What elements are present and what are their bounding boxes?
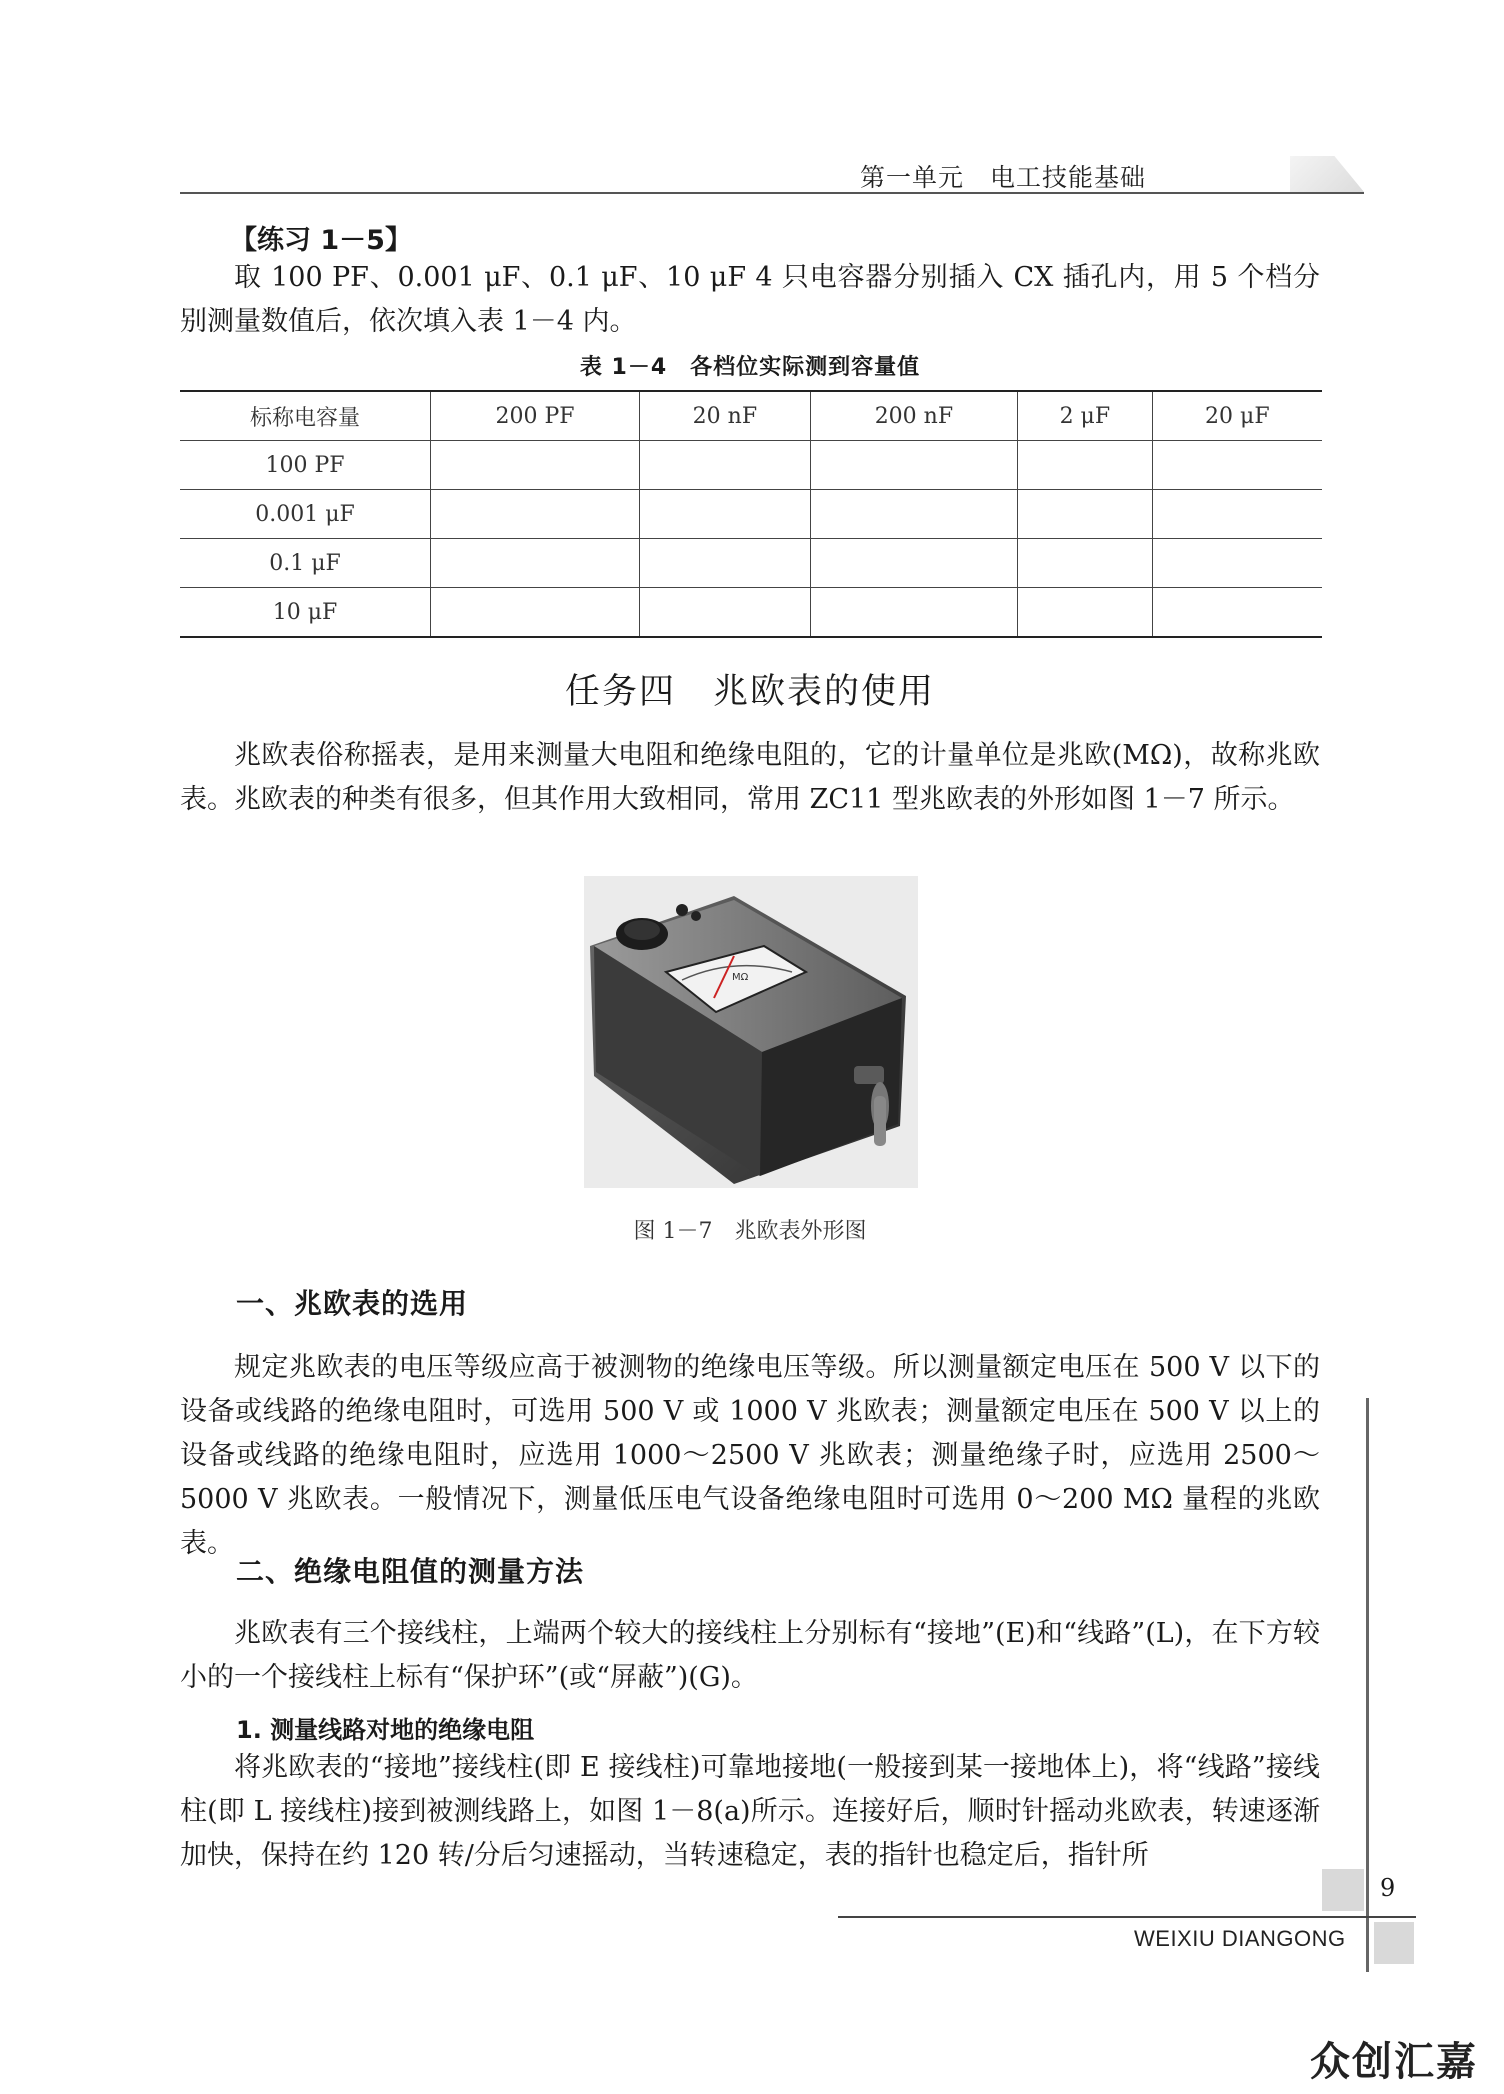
column-header: 2 μF: [1018, 391, 1153, 441]
header-rule: [180, 192, 1364, 194]
column-header: 200 PF: [431, 391, 640, 441]
table-row: [180, 539, 1322, 588]
blank-cell: [431, 490, 640, 539]
blank-cell: [810, 441, 1017, 490]
blank-cell: [431, 539, 640, 588]
column-header: 20 nF: [639, 391, 810, 441]
blank-cell: [1018, 588, 1153, 638]
blank-cell: [1018, 441, 1153, 490]
row-label: 10 μF: [272, 599, 338, 625]
blank-cell: [639, 490, 810, 539]
capacitance-table: [180, 390, 1322, 638]
table-row: [180, 588, 1322, 638]
blank-cell: [639, 588, 810, 638]
blank-cell: [639, 539, 810, 588]
table-header-row: [180, 391, 1322, 441]
task-title: 任务四 兆欧表的使用: [564, 672, 935, 712]
margin-rule: [1366, 1398, 1369, 1972]
column-header: 标称电容量: [180, 391, 431, 441]
sub-heading: 1. 测量线路对地的绝缘电阻: [236, 1716, 535, 1744]
blank-cell: [431, 441, 640, 490]
running-header: 第一单元 电工技能基础: [860, 163, 1147, 192]
blank-cell: [810, 490, 1017, 539]
table-row: [180, 441, 1322, 490]
figure-caption: 图 1－7 兆欧表外形图: [633, 1219, 867, 1244]
section-text: 规定兆欧表的电压等级应高于被测物的绝缘电压等级。所以测量额定电压在 500 V 以下的设备或线路的绝缘电阻时，可选用 500 V 或 1000 V 兆欧表；测量额定电压在 500 V 以上的设备或线路的绝缘电阻时，应选用 1000～2500 V 兆欧表；测量绝缘子时，应选用 2500～5000 V 兆欧表。一般情况下，测量低压电气设备绝缘电阻时可选用 0～200 MΩ 量程的兆欧表。: [180, 1352, 1320, 1559]
blank-cell: [1018, 490, 1153, 539]
blank-cell: [1018, 539, 1153, 588]
megohmmeter-photo: [584, 876, 918, 1188]
blank-cell: [810, 539, 1017, 588]
blank-cell: [1152, 441, 1322, 490]
column-header: 200 nF: [810, 391, 1017, 441]
column-header: 20 μF: [1152, 391, 1322, 441]
blank-cell: [431, 588, 640, 638]
page-number: 9: [1380, 1874, 1396, 1902]
section-text: 兆欧表有三个接线柱，上端两个较大的接线柱上分别标有“接地”(E)和“线路”(L)，在下方较小的一个接线柱上标有“保护环”(或“屏蔽”)(G)。: [180, 1618, 1320, 1693]
task-intro: 兆欧表俗称摇表，是用来测量大电阻和绝缘电阻的，它的计量单位是兆欧(MΩ)，故称兆欧表。兆欧表的种类有很多，但其作用大致相同，常用 ZC11 型兆欧表的外形如图 1－7 所示。: [180, 740, 1320, 815]
section-heading: 一、兆欧表的选用: [236, 1287, 469, 1320]
row-label: 0.001 μF: [180, 490, 431, 539]
exercise-text: 取 100 PF、0.001 μF、0.1 μF、10 μF 4 只电容器分别插入 CX 插孔内，用 5 个档分别测量数值后，依次填入表 1－4 内。: [180, 262, 1320, 337]
blank-cell: [810, 588, 1017, 638]
series-title: WEIXIU DIANGONG: [1134, 1926, 1346, 1951]
blank-cell: [1152, 539, 1322, 588]
dial-unit-label: MΩ: [732, 972, 749, 983]
blank-cell: [1152, 490, 1322, 539]
table-row: [180, 490, 1322, 539]
footer-square: [1322, 1869, 1364, 1911]
footer-square: [1374, 1922, 1414, 1964]
footer-rule: [838, 1916, 1416, 1918]
row-label: 0.1 μF: [180, 539, 431, 588]
sub-section-text: 将兆欧表的“接地”接线柱(即 E 接线柱)可靠地接地(一般接到某一接地体上)，将“线路”接线柱(即 L 接线柱)接到被测线路上，如图 1－8(a)所示。连接好后，顺时针摇动兆欧表，转速逐渐加快，保持在约 120 转/分后匀速摇动，当转速稳定，表的指针也稳定后，指针所: [180, 1752, 1320, 1871]
watermark: 众创汇嘉: [1310, 2039, 1478, 2085]
table-caption: 表 1－4 各档位实际测到容量值: [579, 355, 921, 380]
blank-cell: [1152, 588, 1322, 638]
header-decoration: [1290, 156, 1364, 192]
exercise-heading: 【练习 1－5】: [230, 225, 412, 256]
section-heading: 二、绝缘电阻值的测量方法: [236, 1555, 585, 1588]
row-label: 100 PF: [180, 441, 431, 490]
megohmmeter-illustration: [584, 876, 918, 1188]
blank-cell: [639, 441, 810, 490]
